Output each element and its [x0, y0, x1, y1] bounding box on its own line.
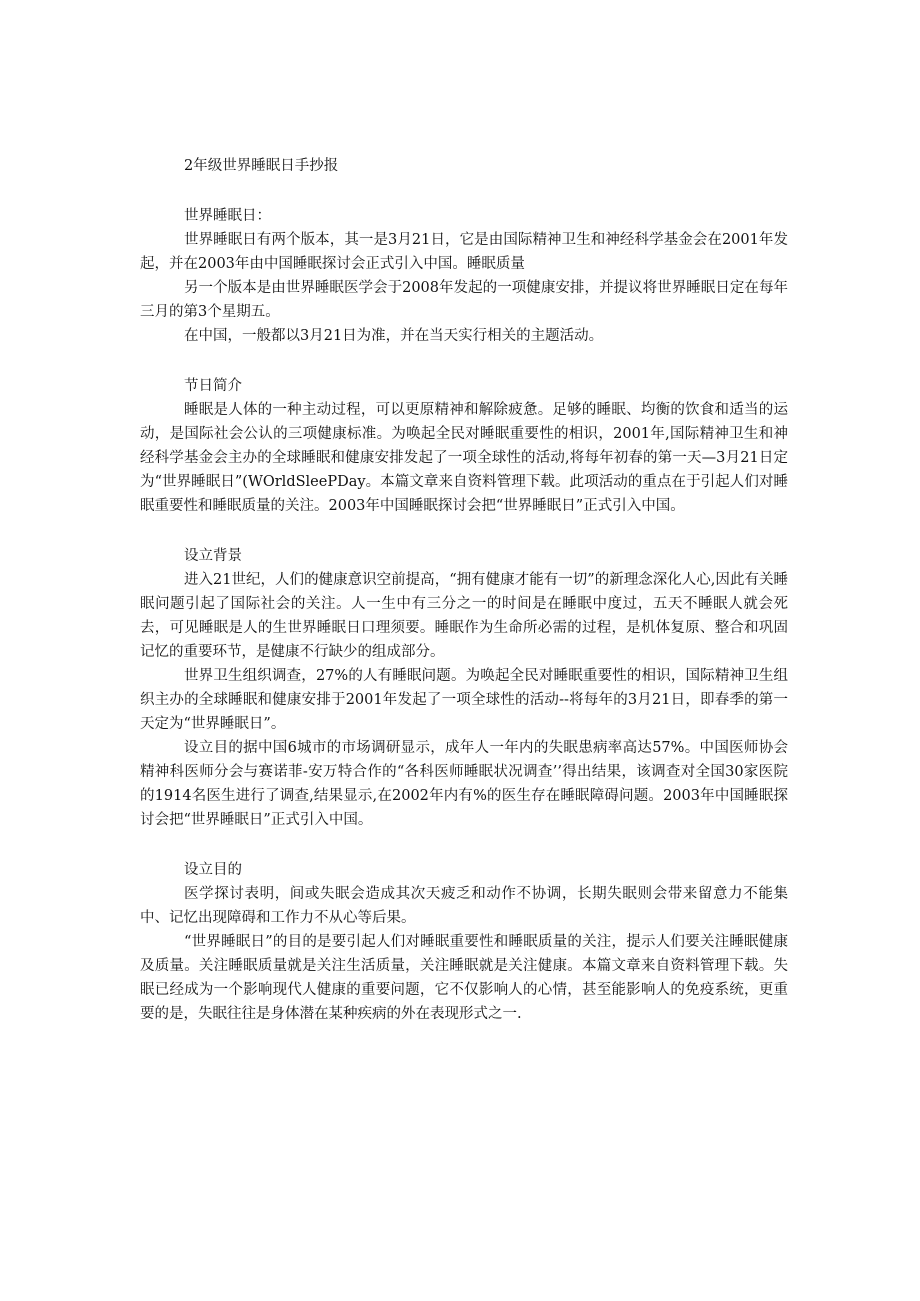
paragraph: “世界睡眠日”的目的是要引起人们对睡眠重要性和睡眠质量的关注，提示人们要关注睡眠健康及质量。关注睡眠质量就是关注生活质量，关注睡眠就是关注健康。本篇文章来自资料管理下载。失眠已经成为一个影响现代人健康的重要问题，它不仅影响人的心情，甚至能影响人的免疫系统，更重要的是，失眠往往是身体潜在某种疾病的外在表现形式之一.: [140, 934, 788, 1022]
section-world-sleep-day: [140, 204, 788, 348]
paragraph: 另一个版本是由世界睡眠医学会于2008年发起的一项健康安排，并提议将世界睡眠日定在每年三月的第3个星期五。: [140, 280, 788, 320]
paragraph: 设立目的据中国6城市的市场调研显示，成年人一年内的失眠患病率高达57%。中国医师协会精神科医师分会与赛诺菲-安万特合作的“各科医师睡眠状况调查’’得出结果，该调查对全国30家医院的1914名医生进行了调查,结果显示,在2002年内有%的医生存在睡眠障碍问题。2003年中国睡眠探讨会把“世界睡眠日”正式引入中国。: [140, 740, 788, 828]
paragraph: 在中国，一般都以3月21日为准，并在当天实行相关的主题活动。: [184, 328, 604, 344]
paragraph: 世界睡眠日有两个版本，其一是3月21日，它是由国际精神卫生和神经科学基金会在2001年发起，并在2003年由中国睡眠探讨会正式引入中国。睡眠质量: [140, 232, 788, 272]
paragraph: 睡眠是人体的一种主动过程，可以更原精神和解除疲惫。足够的睡眠、均衡的饮食和适当的运动，是国际社会公认的三项健康标准。为唤起全民对睡眠重要性的相识，2001年,国际精神卫生和神经科学基金会主办的全球睡眠和健康安排发起了一项全球性的活动,将每年初春的第一天—3月21日定为“世界睡眠日”(WOrldSleePDay。本篇文章来自资料管理下载。此项活动的重点在于引起人们对睡眠重要性和睡眠质量的关注。2003年中国睡眠探讨会把“世界睡眠日”正式引入中国。: [140, 402, 788, 514]
section-purpose: [140, 858, 788, 1026]
section-heading: 世界睡眠日：: [184, 208, 271, 224]
paragraph: 世界卫生组织调查，27%的人有睡眠问题。为唤起全民对睡眠重要性的相识，国际精神卫生组织主办的全球睡眠和健康安排于2001年发起了一项全球性的活动--将每年的3月21日，即春季的第一天定为“世界睡眠日”。: [140, 668, 788, 732]
document-page: [140, 154, 788, 1052]
section-festival-intro: [140, 374, 788, 518]
section-heading: 设立目的: [184, 862, 242, 878]
section-heading: 设立背景: [184, 548, 242, 564]
section-background: [140, 544, 788, 832]
paragraph: 进入21世纪，人们的健康意识空前提高，“拥有健康才能有一切”的新理念深化人心,因此有关睡眠问题引起了国际社会的关注。人一生中有三分之一的时间是在睡眠中度过，五天不睡眠人就会死去，可见睡眠是人的生世界睡眠日口理须要。睡眠作为生命所必需的过程，是机体复原、整合和巩固记忆的重要环节，是健康不行缺少的组成部分。: [140, 572, 788, 660]
paragraph: 医学探讨表明，间或失眠会造成其次天疲乏和动作不协调，长期失眠则会带来留意力不能集中、记忆出现障碍和工作力不从心等后果。: [140, 886, 788, 926]
document-title: 2年级世界睡眠日手抄报: [184, 158, 339, 174]
section-heading: 节日简介: [184, 378, 242, 394]
